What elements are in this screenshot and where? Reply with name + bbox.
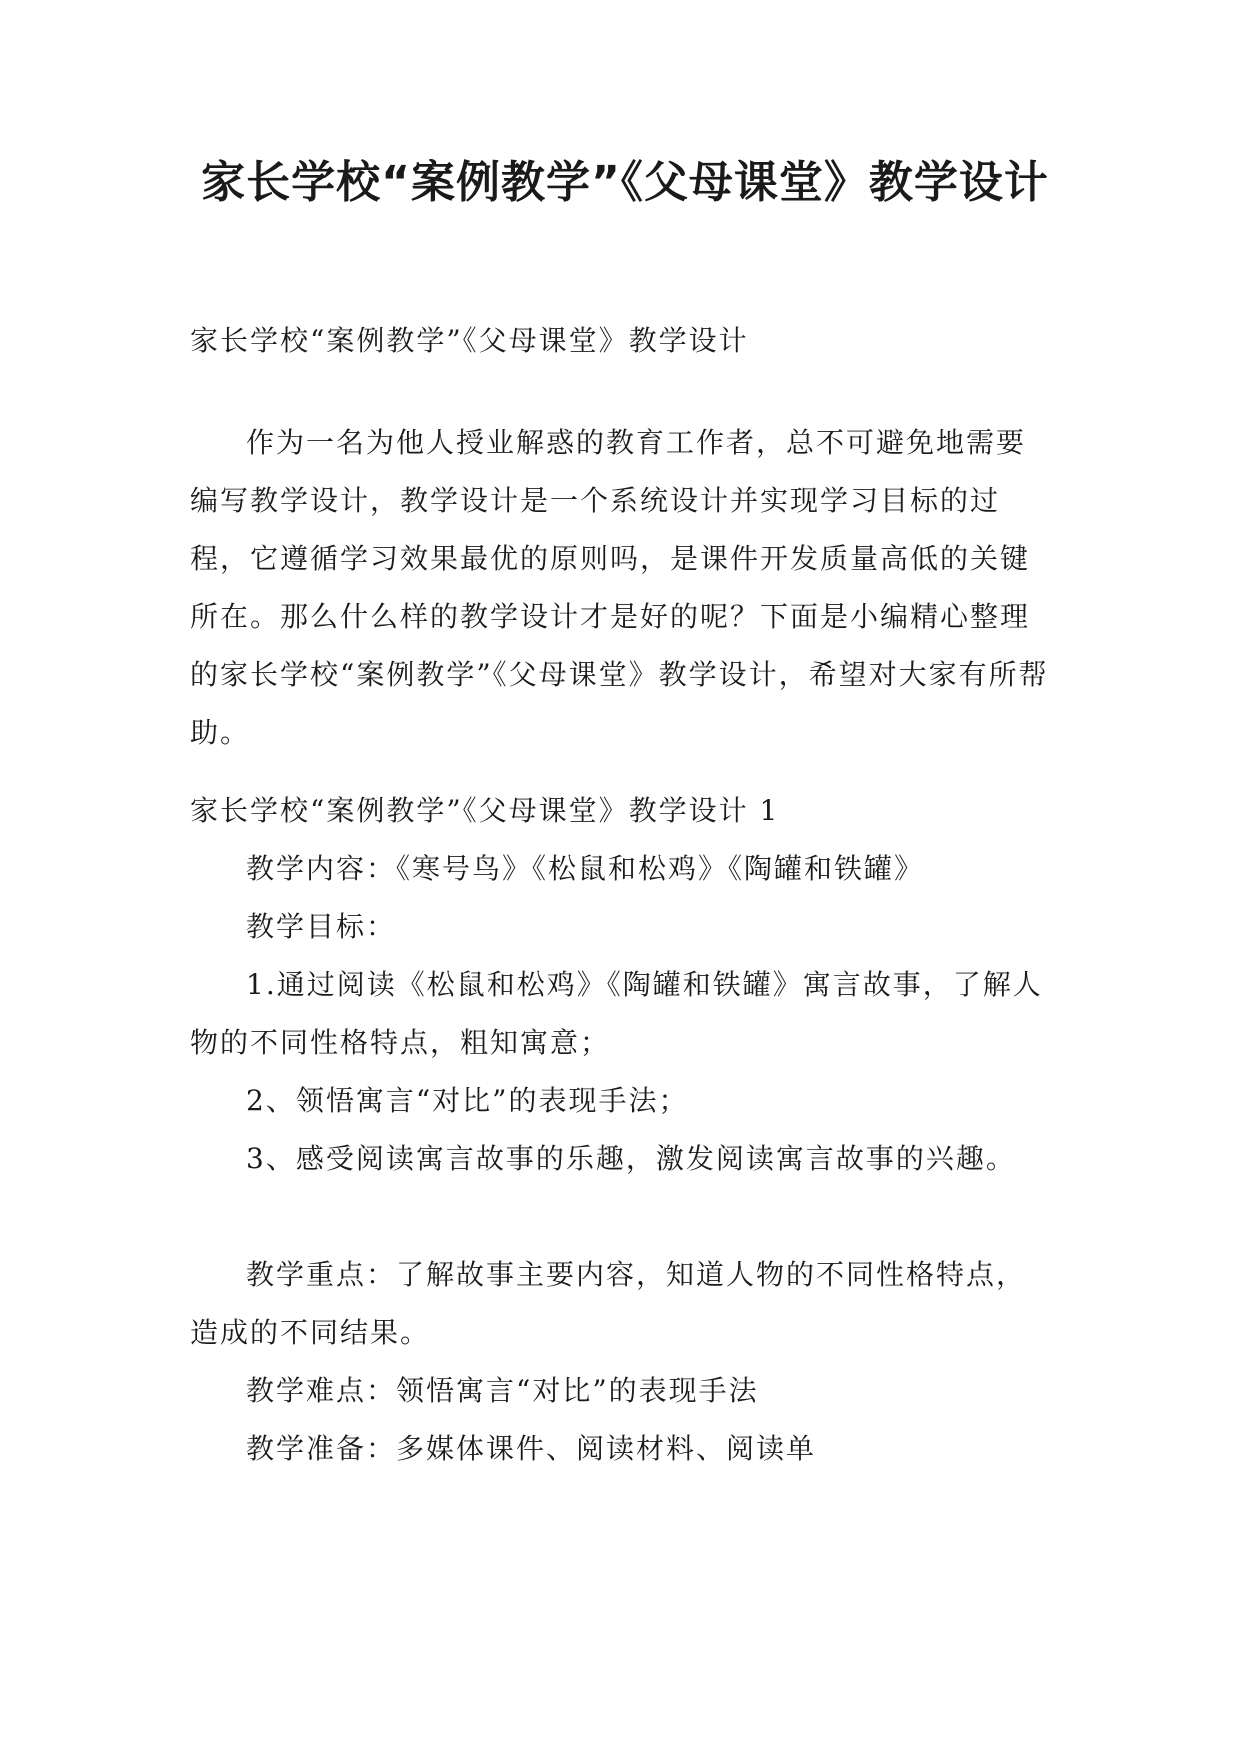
teaching-goal-1: 1.通过阅读《松鼠和松鸡》《陶罐和铁罐》寓言故事，了解人物的不同性格特点，粗知寓意； [190, 968, 1043, 1059]
teaching-content: 教学内容：《寒号鸟》《松鼠和松鸡》《陶罐和铁罐》 [246, 852, 925, 885]
teaching-goal-3: 3、感受阅读寓言故事的乐趣，激发阅读寓言故事的兴趣。 [246, 1142, 1016, 1175]
document-title: 家长学校“案例教学”《父母课堂》教学设计 [201, 157, 1049, 208]
teaching-key-point: 教学重点：了解故事主要内容，知道人物的不同性格特点，造成的不同结果。 [190, 1258, 1027, 1349]
teaching-preparation: 教学准备：多媒体课件、阅读材料、阅读单 [246, 1432, 817, 1465]
section-heading: 家长学校“案例教学”《父母课堂》教学设计 1 [190, 794, 780, 827]
teaching-difficulty: 教学难点：领悟寓言“对比”的表现手法 [246, 1374, 759, 1407]
teaching-goals-label: 教学目标： [246, 910, 397, 943]
document-subtitle: 家长学校“案例教学”《父母课堂》教学设计 [190, 324, 749, 357]
intro-paragraph: 作为一名为他人授业解惑的教育工作者，总不可避免地需要编写教学设计，教学设计是一个系统设计并实现学习目标的过程，它遵循学习效果最优的原则吗，是课件开发质量高低的关键所在。那么什么样的教学设计才是好的呢？下面是小编精心整理的家长学校“案例教学”《父母课堂》教学设计，希望对大家有所帮助。 [190, 426, 1049, 749]
teaching-goal-2: 2、领悟寓言“对比”的表现手法； [246, 1084, 689, 1117]
